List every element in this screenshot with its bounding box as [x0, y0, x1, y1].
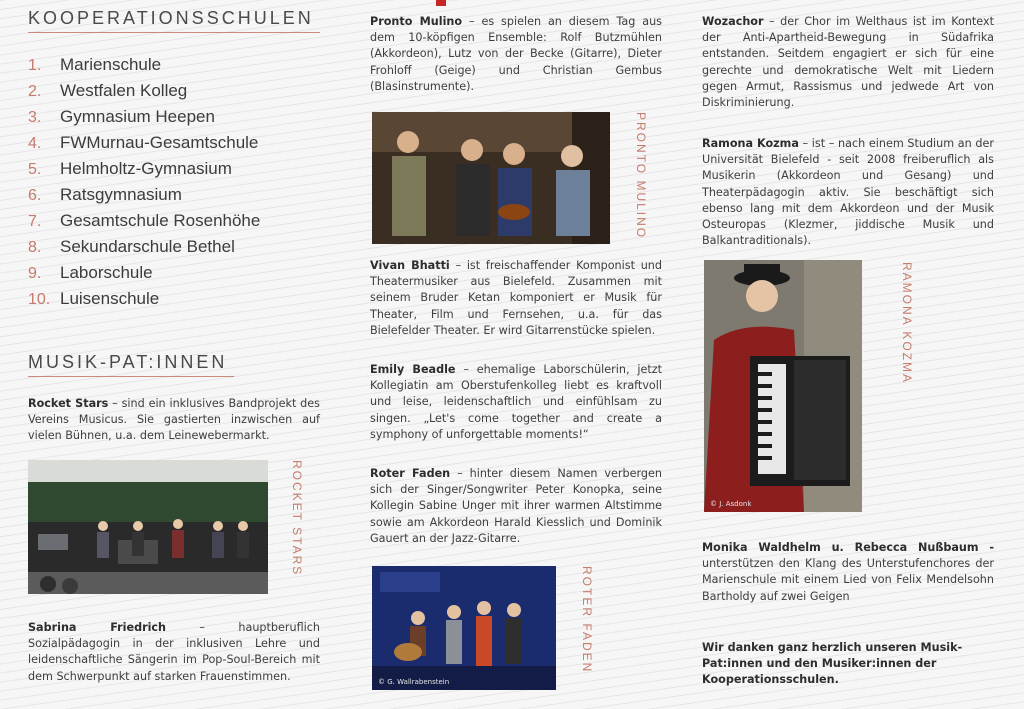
list-item: 4. FWMurnau-Gesamtschule: [28, 133, 259, 152]
list-item: 9. Laborschule: [28, 263, 153, 282]
wozachor-text: Wozachor – der Chor im Welthaus ist im Kontext der Anti-Apartheid-Bewegung in Südafrika entstanden. Seitdem engagiert er sich für eine gerechte und demokratische Welt mit Liedern gegen Armut, Rassismus und jedwede Art von Diskriminierung.: [702, 15, 994, 110]
top-red-accent: [436, 0, 446, 6]
monika-rebecca-text: Monika Waldhelm u. Rebecca Nußbaum - unterstützen den Klang des Unterstufenchores der Marienschule mit einem Lied von Felix Mendelsohn Bartholdy auf zwei Geigen: [702, 541, 994, 603]
pronto-mulino-photo: [372, 112, 610, 244]
schools-heading-rule: [28, 32, 320, 33]
thanks-text: Wir danken ganz herzlich unseren Musik-Pat:innen und den Musiker:innen der Kooperationsschulen.: [702, 641, 963, 687]
list-item: 2. Westfalen Kolleg: [28, 81, 188, 100]
list-item: 10. Luisenschule: [28, 289, 160, 308]
musik-heading: MUSIK-PAT:INNEN: [28, 352, 228, 372]
pronto-mulino-label: PRONTO MULINO: [634, 112, 648, 240]
musik-heading-rule: [28, 376, 234, 377]
rocket-stars-text: Rocket Stars – sind ein inklusives Bandprojekt des Vereins Musicus. Sie gastierten inzwischen auf vielen Bühnen, u.a. dem Leinewebermarkt.: [28, 397, 320, 443]
ramona-kozma-photo: [704, 260, 862, 512]
rocket-stars-label: ROCKET STARS: [290, 460, 304, 577]
sabrina-friedrich-text: Sabrina Friedrich – hauptberuflich Sozialpädagogin in der inklusiven Lehre und leidenschaftliche Sängerin im Pop-Soul-Bereich mit dem Schwerpunkt auf starken Frauenstimmen.: [28, 621, 320, 683]
list-item: 7. Gesamtschule Rosenhöhe: [28, 211, 261, 230]
roter-faden-photo: [372, 566, 556, 690]
list-item: 1. Marienschule: [28, 55, 162, 74]
ramona-kozma-credit: © J. Asdonk: [710, 500, 752, 508]
ramona-kozma-text: Ramona Kozma – ist – nach einem Studium an der Universität Bielefeld - seit 2008 freiberuflich als Musikerin (Akkordeon und Gesang) und Theaterpädagogin aktiv. Sie beschäftigt sich ebenso lang mit dem Akkordeon und der Musik Osteuropas (Klezmer, jiddische Musik und Balkantraditionals).: [702, 137, 994, 248]
list-item: 3. Gymnasium Heepen: [28, 107, 215, 126]
rocket-stars-photo: [28, 460, 268, 594]
roter-faden-text: Roter Faden – hinter diesem Namen verbergen sich der Singer/Songwriter Peter Konopka, seine Kollegin Sabine Unger mit ihrer warmen Altstimme sowie am Akkordeon Harald Kiesslich und Dominik Gauert an der Jazz-Gitarre.: [370, 467, 662, 545]
list-item: 6. Ratsgymnasium: [28, 185, 182, 204]
schools-list: [28, 52, 260, 312]
pronto-mulino-text: Pronto Mulino – es spielen an diesem Tag aus dem 10-köpfigen Ensemble: Rolf Butzmühlen (Akkordeon), Lutz von der Becke (Gitarre), Dieter Frohloff (Geige) und Christian Gembus (Blasinstrumente).: [370, 15, 663, 93]
schools-heading: KOOPERATIONSSCHULEN: [28, 8, 314, 28]
list-item: 8. Sekundarschule Bethel: [28, 237, 235, 256]
roter-faden-credit: © G. Wallrabenstein: [378, 678, 450, 686]
list-item: 5. Helmholtz-Gymnasium: [28, 159, 232, 178]
ramona-kozma-label: RAMONA KOZMA: [900, 262, 914, 385]
vivan-bhatti-text: Vivan Bhatti – ist freischaffender Komponist und Theatermusiker aus Bielefeld. Zusammen mit seinem Bruder Ketan komponiert er Musik für Theater, Film und Fernsehen, u.a. für das Bielefelder Theater. Er wird Gitarrenstücke spielen.: [370, 259, 662, 337]
emily-beadle-text: Emily Beadle – ehemalige Laborschülerin, jetzt Kollegiatin am Oberstufenkolleg liebt es kraftvoll und leise, leidenschaftlich und einfühlsam zu singen. „Let's come together and create a symphony of unforgettable moments!“: [370, 363, 662, 441]
roter-faden-label: ROTER FADEN: [580, 566, 594, 674]
